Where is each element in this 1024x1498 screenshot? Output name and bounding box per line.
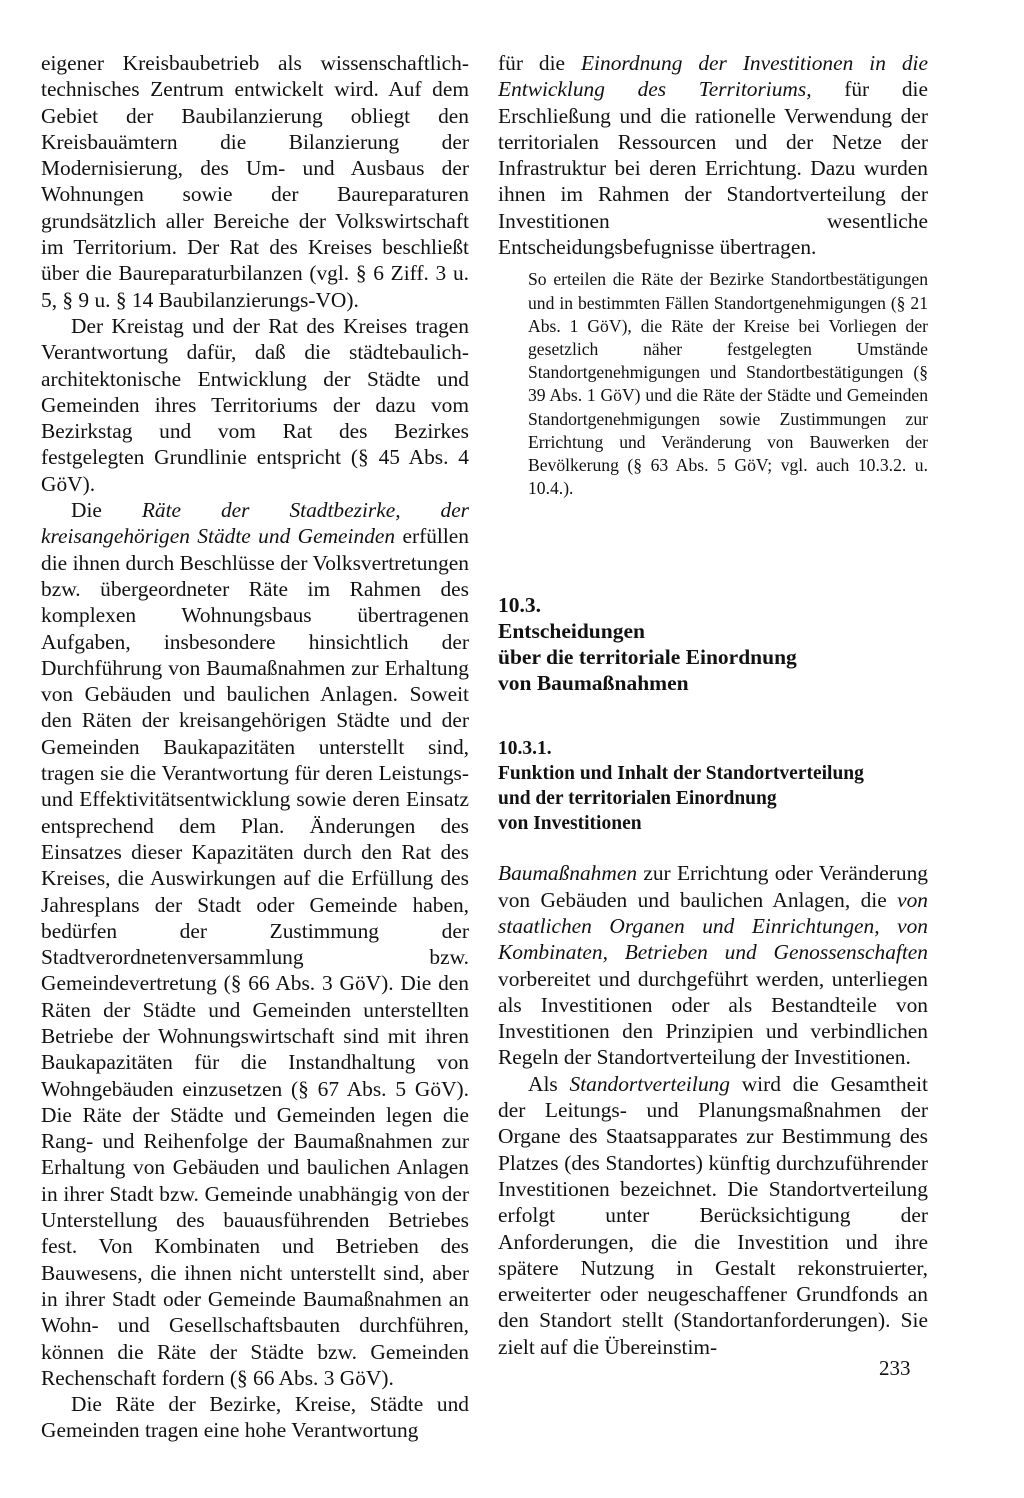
text-run: vorbereitet und durchgeführt werden, unterliegen als Investitionen oder als Bestandteile von Investitionen den Prinzipien und verbindlichen Regeln der Standortverteilung der Investitionen.	[498, 966, 928, 1070]
paragraph: Der Kreistag und der Rat des Kreises tragen Verantwortung dafür, daß die städtebaulich-architektonische Entwicklung der Städte und Gemeinden ihres Territoriums der dazu vom Bezirkstag und vom Rat des Bezirkes festgelegten Grundlinie entspricht (§ 45 Abs. 4 GöV).	[41, 313, 469, 496]
text-run: Die	[71, 498, 142, 523]
emphasis: Räte der Stadtbezirke, der kreisangehörigen Städte und Gemeinden	[41, 498, 470, 549]
small-print-note: So erteilen die Räte der Bezirke Standortbestätigungen und in bestimmten Fällen Standortgenehmigungen (§ 21 Abs. 1 GöV), die Räte der Kreise bei Vorliegen der gesetzlich näher festgelegten Umstände Standortgenehmigungen und Standortbestätigungen (§ 39 Abs. 1 GöV) und die Räte der Städte und Gemeinden Standortgenehmigungen sowie Zustimmungen zur Errichtung und Veränderung von Bauwerken der Bevölkerung (§ 63 Abs. 5 GöV; vgl. auch 10.3.2. u. 10.4.).	[528, 269, 928, 499]
emphasis: Baumaßnahmen	[498, 861, 638, 886]
paragraph	[498, 1071, 928, 1360]
emphasis: Einordnung der Investitionen in die Entwicklung des Territoriums,	[498, 51, 928, 102]
text-run: für die	[498, 51, 581, 75]
subsection-heading	[498, 736, 928, 836]
paragraph: eigener Kreisbaubetrieb als wissenschaftlich-technisches Zentrum entwickelt wird. Auf dem Gebiet der Baubilanzierung obliegt den Kreisbauämtern die Bilanzierung der Modernisierung, des Um- und Ausbaus der Wohnungen sowie der Baureparaturen grundsätzlich aller Bereiche der Volkswirtschaft im Territorium. Der Rat des Kreises beschließt über die Baureparaturbilanzen (vgl. § 6 Ziff. 3 u. 5, § 9 u. § 14 Baubilanzierungs-VO).	[41, 51, 469, 312]
text-run: erfüllen die ihnen durch Beschlüsse der Volksvertretungen bzw. übergeordneter Räte im Rahmen des komplexen Wohnungsbaus übertragenen Aufgaben, insbesondere hinsichtlich der Durchführung von Baumaßnahmen zur Erhaltung von Gebäuden und baulichen Anlagen. Soweit den Räten der kreisangehörigen Städte und der Gemeinden Baukapazitäten unterstellt sind, tragen sie die Verantwortung für deren Leistungs- und Effektivitätsentwicklung sowie deren Einsatz entsprechend dem Plan. Änderungen des Einsatzes dieser Kapazitäten durch den Rat des Kreises, die Auswirkungen auf die Erfüllung des Jahresplans der Stadt oder Gemeinde haben, bedürfen der Zustimmung der Stadtverordnetenversammlung bzw. Gemeindevertretung (§ 66 Abs. 3 GöV). Die den Räten der Städte und Gemeinden unterstellten Betriebe der Wohnungswirtschaft sind mit ihren Baukapazitäten für die Instandhaltung von Wohngebäuden einzusetzen (§ 67 Abs. 5 GöV). Die Räte der Städte und Gemeinden legen die Rang- und Reihenfolge der Baumaßnahmen zur Erhaltung von Gebäuden und baulichen Anlagen in ihrer Stadt bzw. Gemeinde unabhängig von der Unterstellung des bauausführenden Betriebes fest. Von Kombinaten und Betrieben des Bauwesens, die ihnen nicht unterstellt sind, aber in ihrer Stadt oder Gemeinde Baumaßnahmen an Wohn- und Gesellschaftsbauten durchführen, können die Räte der Städte bzw. Gemeinden Rechenschaft fordern (§ 66 Abs. 3 GöV).	[41, 524, 469, 1390]
section-title-line: von Baumaßnahmen	[498, 671, 689, 696]
text-run: zur Errichtung oder Veränderung von Gebäuden und baulichen Anlagen, die	[498, 861, 928, 912]
text-run: für die Erschließung und die rationelle Verwendung der territorialen Ressourcen und der Netze der Infrastruktur bei deren Errichtung. Dazu wurden ihnen im Rahmen der Standortverteilung der Investitionen wesentliche Entscheidungsbefugnisse übertragen.	[498, 77, 928, 260]
emphasis: Standortverteilung	[569, 1071, 730, 1096]
right-column	[498, 50, 928, 1360]
subsection-number: 10.3.1.	[498, 738, 552, 760]
text-run: wird die Gesamtheit der Leitungs- und Planungsmaßnahmen der Organe des Staatsapparates zur Bestimmung des Platzes (des Standortes) künftig durchzuführender Investitionen bezeichnet. Die Standortverteilung erfolgt unter Berücksichtigung der Anforderungen, die die Investition und ihre spätere Nutzung in Gestalt rekonstruierter, erweiterter oder neugeschaffener Grundfonds an den Standort stellt (Standortanforderungen). Sie zielt auf die Übereinstim-	[498, 1071, 928, 1359]
emphasis: von staatlichen Organen und Einrichtungen, von Kombinaten, Betrieben und Genossenschaften	[498, 887, 928, 965]
page-number: 233	[879, 1356, 911, 1380]
subsection-title-line: Funktion und Inhalt der Standortverteilung	[498, 763, 864, 785]
text-run: Als	[528, 1071, 570, 1096]
paragraph	[498, 50, 928, 260]
section-number: 10.3.	[498, 593, 541, 618]
subsection-title-line: und der territorialen Einordnung	[498, 788, 777, 810]
section-heading	[498, 592, 928, 696]
paragraph	[498, 860, 928, 1070]
left-column	[41, 50, 469, 1444]
paragraph: Die Räte der Bezirke, Kreise, Städte und Gemeinden tragen eine hohe Verantwortung	[41, 1392, 469, 1443]
paragraph	[41, 497, 469, 1391]
section-title-line: Entscheidungen	[498, 619, 645, 644]
section-title-line: über die territoriale Einordnung	[498, 645, 797, 670]
subsection-title-line: von Investitionen	[498, 813, 642, 835]
